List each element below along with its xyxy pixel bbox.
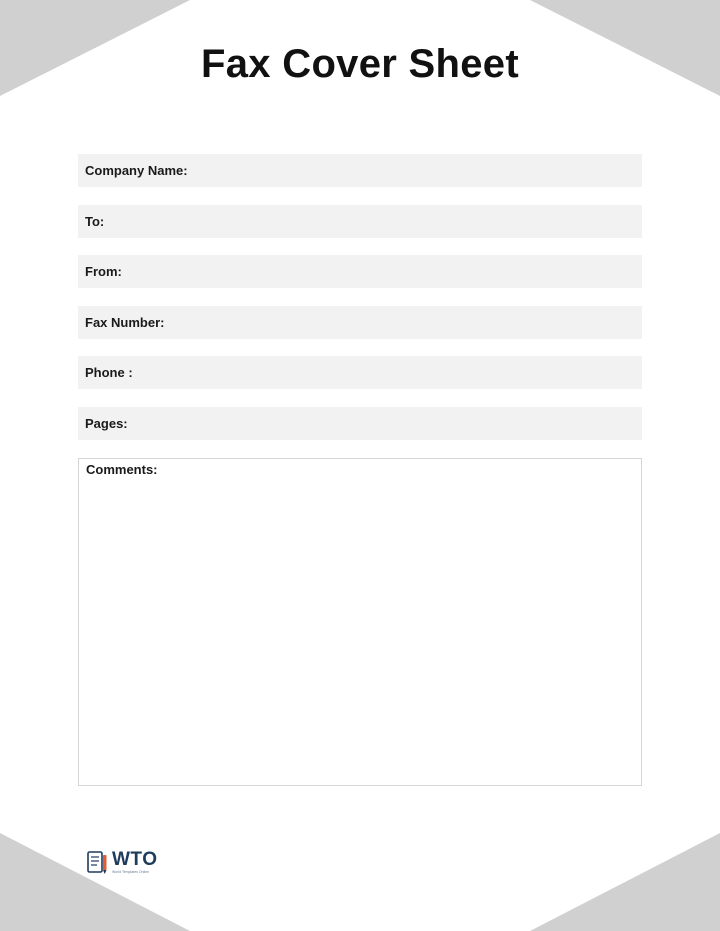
phone-label: Phone : xyxy=(85,365,133,381)
corner-decoration-bottom-right xyxy=(530,833,720,931)
company-name-label: Company Name: xyxy=(85,163,188,178)
page-title: Fax Cover Sheet xyxy=(201,42,519,86)
fax-number-label: Fax Number: xyxy=(85,314,165,330)
logo-text: WTO xyxy=(112,849,158,870)
from-field[interactable] xyxy=(78,255,642,288)
corner-decoration-bottom-left xyxy=(0,833,190,931)
comments-field[interactable] xyxy=(78,458,642,786)
comments-label: Comments: xyxy=(86,462,158,477)
wto-logo xyxy=(86,850,157,876)
company-name-field[interactable] xyxy=(78,154,642,187)
fax-fields xyxy=(78,154,642,458)
pages-field[interactable] xyxy=(78,407,642,440)
to-label: To: xyxy=(85,213,105,229)
from-label: From: xyxy=(85,264,122,280)
document-pen-icon xyxy=(86,850,110,876)
to-field[interactable] xyxy=(78,205,642,238)
logo-tagline: World Templates Online xyxy=(112,870,150,874)
fax-number-field[interactable] xyxy=(78,306,642,339)
pages-label: Pages: xyxy=(85,415,128,431)
phone-field[interactable] xyxy=(78,356,642,389)
